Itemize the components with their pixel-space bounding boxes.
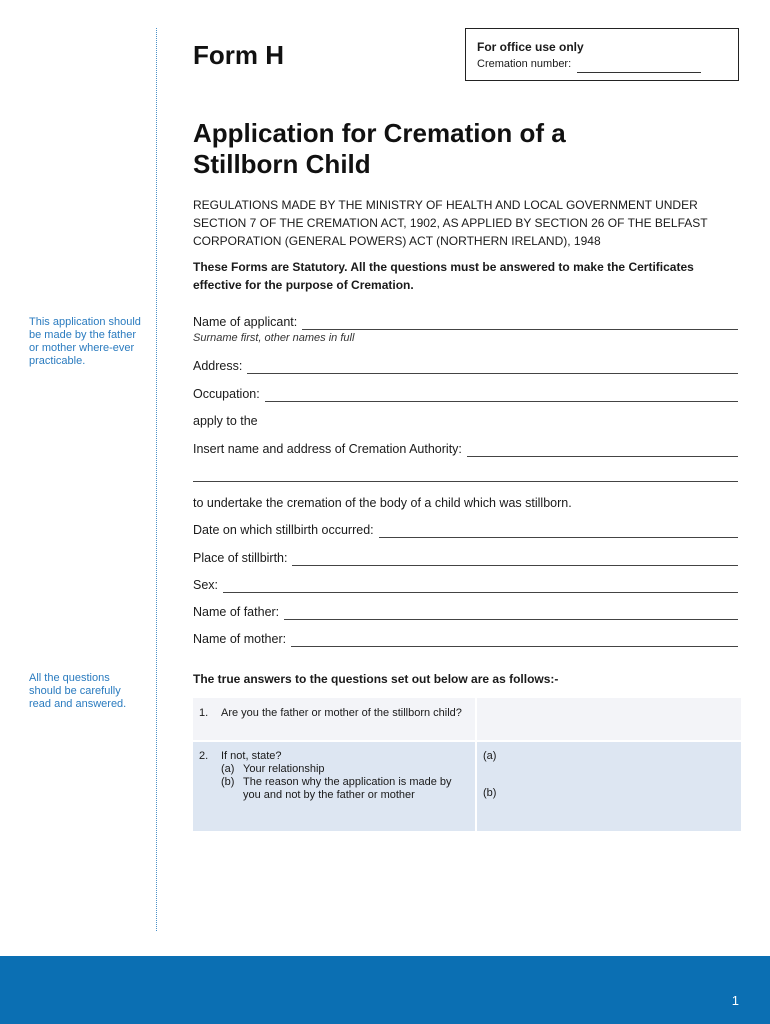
question-row-1 bbox=[193, 698, 741, 740]
father-name-field bbox=[193, 604, 738, 620]
footer-band bbox=[0, 956, 770, 1024]
title-line-2: Stillborn Child bbox=[193, 149, 371, 179]
occupation-label: Occupation: bbox=[193, 387, 260, 401]
cremation-authority-input-2[interactable] bbox=[193, 470, 738, 482]
cremation-authority-input[interactable] bbox=[467, 445, 738, 457]
question-row-2 bbox=[193, 742, 741, 831]
stillbirth-date-input[interactable] bbox=[379, 526, 738, 538]
mother-name-label: Name of mother: bbox=[193, 632, 287, 646]
question-1-text: Are you the father or mother of the stillborn child? bbox=[221, 707, 462, 719]
sex-field bbox=[193, 577, 738, 593]
answer-2a-label: (a) bbox=[483, 750, 497, 762]
side-note-read-questions: All the questions should be carefully read and answered. bbox=[29, 672, 127, 710]
question-2b-tag: (b) bbox=[221, 776, 235, 788]
occupation-field bbox=[193, 386, 738, 402]
statutory-note: These Forms are Statutory. All the questions must be answered to make the Certificates effective for the purpose of Cremation. bbox=[193, 260, 694, 292]
question-2-number: 2. bbox=[199, 750, 209, 762]
occupation-input[interactable] bbox=[265, 390, 738, 402]
cremation-authority-label: Insert name and address of Cremation Authority: bbox=[193, 442, 462, 456]
father-name-label: Name of father: bbox=[193, 605, 280, 619]
address-field bbox=[193, 358, 738, 374]
form-label: Form H bbox=[193, 40, 284, 70]
page-number: 1 bbox=[731, 993, 739, 1008]
stillbirth-place-label: Place of stillbirth: bbox=[193, 551, 288, 565]
question-2-cell bbox=[193, 742, 476, 831]
cremation-number-row bbox=[477, 55, 728, 73]
margin-divider bbox=[156, 28, 157, 931]
answer-2-cell[interactable] bbox=[476, 742, 741, 831]
stillbirth-place-field bbox=[193, 550, 738, 566]
title-line-1: Application for Cremation of a bbox=[193, 118, 566, 148]
stillbirth-place-input[interactable] bbox=[292, 554, 738, 566]
questions-table bbox=[193, 698, 741, 831]
side-note-father-mother: This application should be made by the father or mother where-ever practicable. bbox=[29, 316, 141, 367]
question-1-cell bbox=[193, 698, 476, 740]
question-2a-tag: (a) bbox=[221, 763, 235, 775]
answers-heading: The true answers to the questions set out below are as follows:- bbox=[193, 672, 559, 686]
question-2a-text: Your relationship bbox=[243, 763, 325, 775]
apply-to-text: apply to the bbox=[193, 414, 258, 428]
answer-2b-label: (b) bbox=[483, 787, 497, 799]
surname-hint: Surname first, other names in full bbox=[193, 332, 355, 344]
applicant-name-label: Name of applicant: bbox=[193, 315, 298, 329]
address-input[interactable] bbox=[247, 362, 738, 374]
page-title bbox=[193, 118, 713, 180]
sex-input[interactable] bbox=[223, 581, 738, 593]
cremation-authority-line2 bbox=[193, 470, 738, 482]
cremation-number-field[interactable] bbox=[577, 62, 701, 73]
office-use-box bbox=[465, 28, 739, 81]
applicant-name-input[interactable] bbox=[302, 318, 738, 330]
answer-1-cell[interactable] bbox=[476, 698, 741, 740]
mother-name-input[interactable] bbox=[291, 635, 738, 647]
sex-label: Sex: bbox=[193, 578, 219, 592]
cremation-number-label: Cremation number: bbox=[477, 58, 572, 70]
mother-name-field bbox=[193, 631, 738, 647]
undertake-text: to undertake the cremation of the body of a child which was stillborn. bbox=[193, 496, 572, 510]
cremation-authority-field bbox=[193, 441, 738, 457]
father-name-input[interactable] bbox=[284, 608, 738, 620]
regulations-text: REGULATIONS MADE BY THE MINISTRY OF HEALTH AND LOCAL GOVERNMENT UNDER SECTION 7 OF THE CREMATION ACT, 1902, AS APPLIED BY SECTION 26 OF THE BELFAST CORPORATION (GENERAL POWERS) ACT (NORTHERN IRELAND), 1948 bbox=[193, 198, 708, 248]
stillbirth-date-label: Date on which stillbirth occurred: bbox=[193, 523, 374, 537]
question-1-number: 1. bbox=[199, 707, 209, 719]
address-label: Address: bbox=[193, 359, 243, 373]
question-2-text: If not, state? bbox=[221, 750, 282, 762]
stillbirth-date-field bbox=[193, 522, 738, 538]
applicant-name-field bbox=[193, 314, 738, 330]
question-2b-text: The reason why the application is made by you and not by the father or mother bbox=[243, 776, 452, 801]
office-use-title: For office use only bbox=[477, 40, 584, 54]
